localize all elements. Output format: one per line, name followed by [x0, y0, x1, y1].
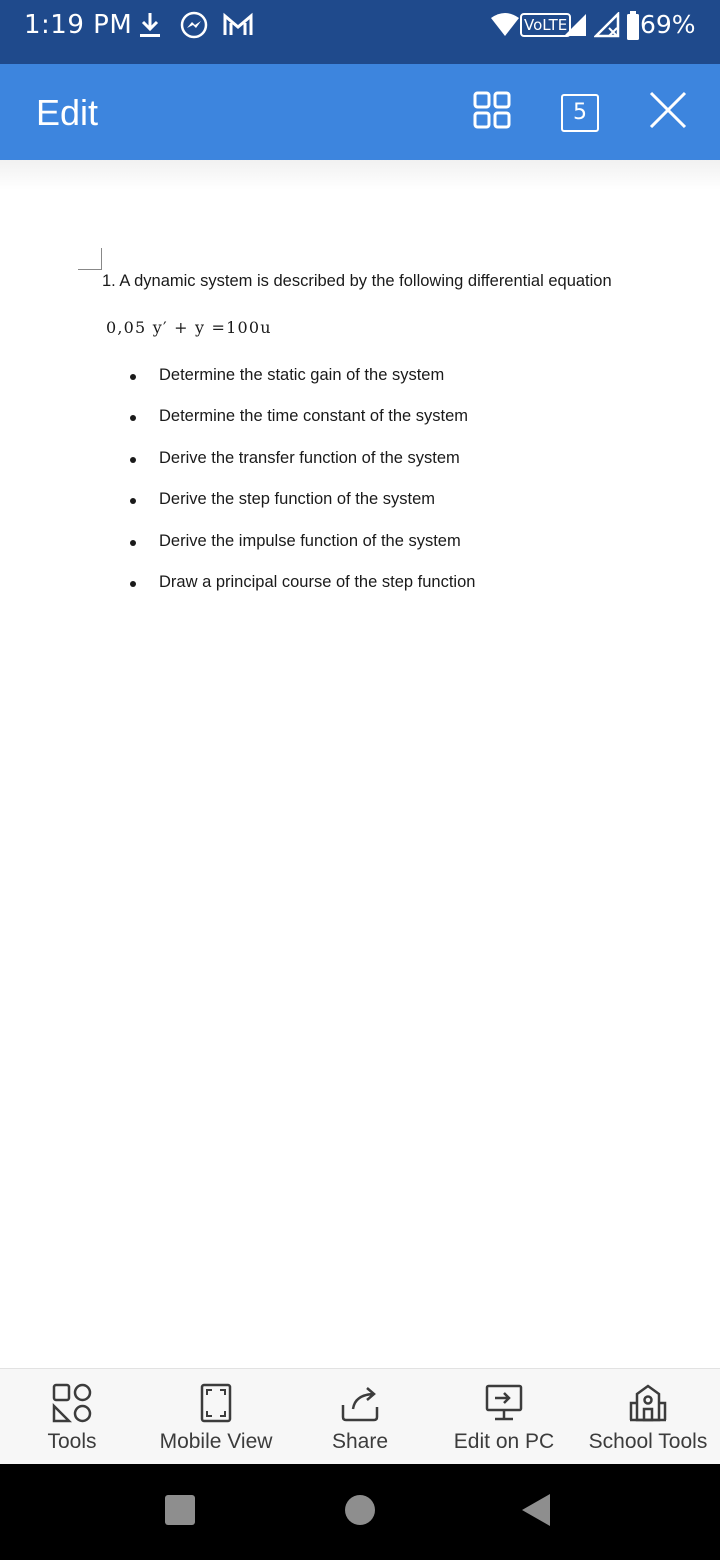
recents-button[interactable] — [150, 1464, 210, 1560]
close-icon — [648, 90, 688, 135]
volte-label: VoLTE — [520, 13, 571, 37]
status-time: 1:19 PM — [24, 10, 133, 40]
question-text: 1. A dynamic system is described by the following differential equation — [102, 272, 612, 290]
signal-icon — [562, 12, 588, 43]
edit-on-pc-button[interactable] — [446, 1369, 562, 1465]
back-button[interactable] — [506, 1464, 566, 1560]
home-button[interactable] — [330, 1464, 390, 1560]
page-shadow — [0, 160, 720, 190]
tools-icon — [50, 1383, 94, 1423]
bullet-dot — [130, 457, 136, 463]
list-item-text: Draw a principal course of the step function — [159, 572, 476, 591]
wifi-icon — [490, 12, 520, 43]
signal-no-data-icon — [594, 12, 622, 45]
tool-label: Mobile View — [159, 1430, 273, 1453]
share-button[interactable] — [320, 1369, 400, 1465]
page-title: Edit — [36, 92, 99, 133]
home-icon — [344, 1494, 376, 1531]
status-bar — [0, 0, 720, 64]
mobile-view-button[interactable] — [152, 1369, 280, 1465]
bottom-toolbar — [0, 1368, 720, 1464]
tool-label: School Tools — [588, 1430, 708, 1453]
edit-on-pc-icon — [482, 1383, 526, 1423]
share-icon — [338, 1383, 382, 1423]
tools-button[interactable] — [36, 1369, 108, 1465]
list-item-text: Determine the static gain of the system — [159, 366, 445, 384]
back-icon — [520, 1493, 552, 1532]
list-item-text: Determine the time constant of the system — [159, 407, 469, 426]
list-item-text: Derive the transfer function of the system — [159, 448, 460, 467]
messenger-icon — [179, 10, 209, 45]
recents-icon — [164, 1494, 196, 1531]
list-item-text: Derive the step function of the system — [159, 490, 436, 509]
grid-view-button[interactable] — [470, 90, 514, 134]
tool-label: Edit on PC — [453, 1430, 555, 1453]
school-tools-icon — [626, 1383, 670, 1423]
gmail-icon — [222, 10, 254, 45]
bullet-dot — [130, 581, 136, 587]
list-item-text: Derive the impulse function of the system — [159, 531, 461, 550]
mobile-view-icon — [194, 1383, 238, 1423]
system-nav-bar — [0, 1464, 720, 1560]
grid-view-icon — [472, 90, 512, 135]
bullet-dot — [130, 374, 136, 380]
document-page[interactable] — [0, 160, 720, 1368]
battery-icon — [626, 11, 640, 46]
page-count-button[interactable]: 5 — [561, 94, 599, 132]
close-button[interactable] — [646, 90, 690, 134]
margin-corner-mark — [78, 248, 102, 270]
equation-text: 0,05 y′ + y =100u — [106, 318, 272, 337]
tool-label: Share — [331, 1430, 389, 1453]
bullet-dot — [130, 540, 136, 546]
download-icon — [138, 10, 162, 45]
school-tools-button[interactable] — [580, 1369, 716, 1465]
battery-percent: 69% — [640, 10, 696, 39]
app-bar — [0, 64, 720, 160]
tool-label: Tools — [47, 1430, 97, 1453]
